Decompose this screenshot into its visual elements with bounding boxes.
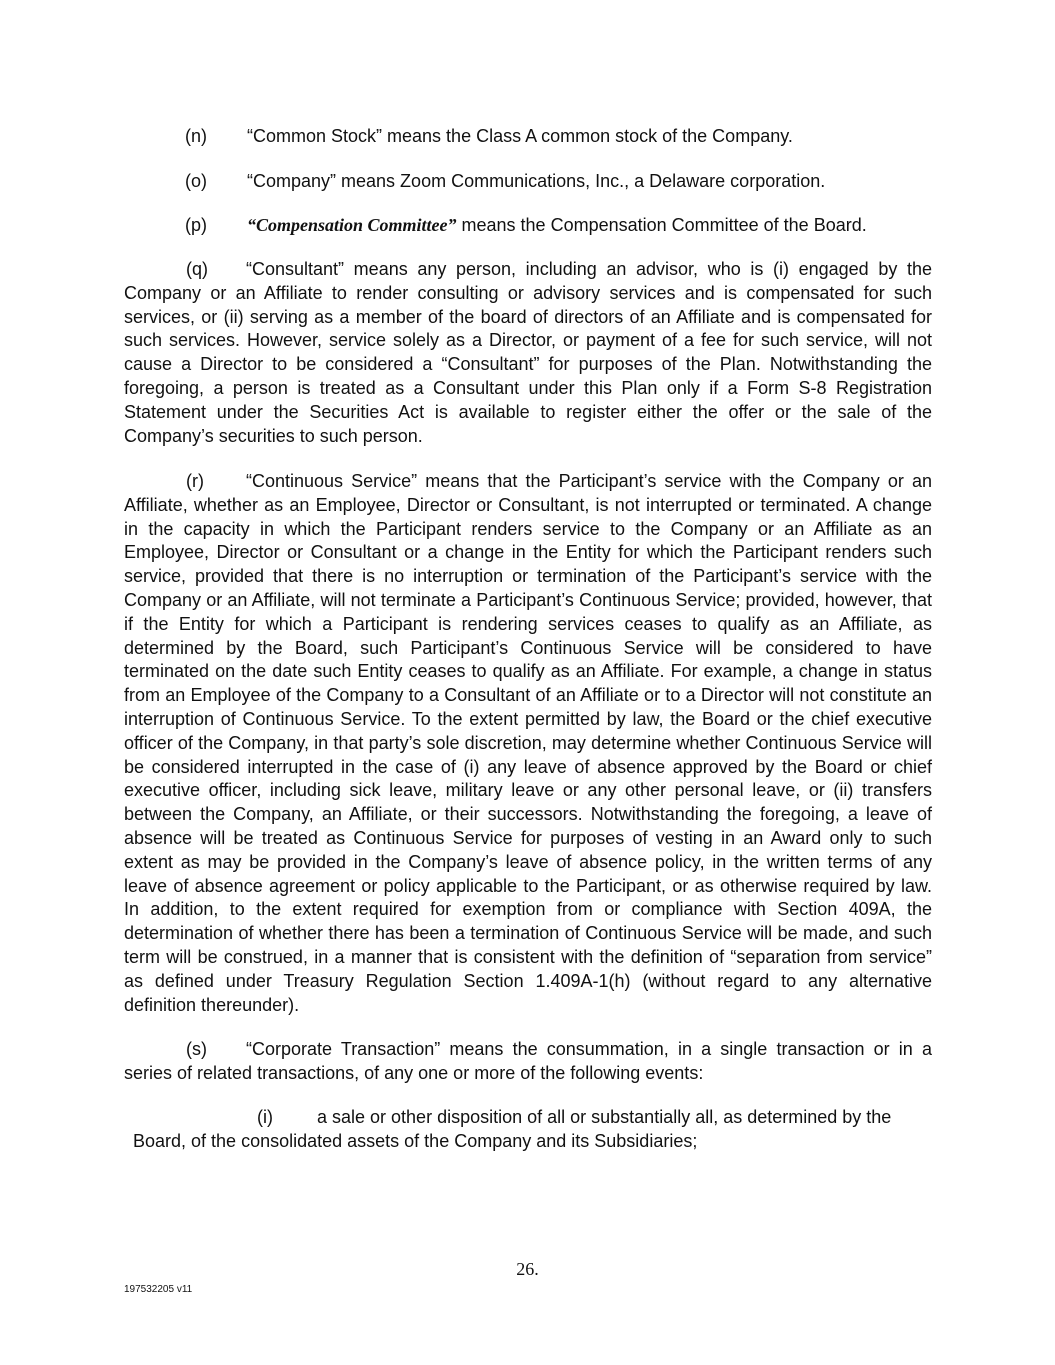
definition-p: [185, 214, 867, 236]
definition-q-label: (q): [186, 259, 208, 279]
definition-s-label: (s): [186, 1039, 207, 1059]
definition-o-text: means Zoom Communications, Inc., a Delaware corporation.: [336, 171, 826, 191]
document-id: 197532205 v11: [124, 1284, 193, 1295]
definition-n: [185, 125, 793, 147]
definition-s: [124, 1038, 932, 1086]
definition-r-term: “Continuous Service”: [246, 471, 418, 491]
definition-p-term: “Compensation Committee”: [247, 215, 457, 235]
definition-n-label: (n): [185, 126, 207, 146]
definition-s-term: “Corporate Transaction”: [246, 1039, 441, 1059]
definition-s-i-label: (i): [257, 1107, 273, 1127]
definition-q-text: means any person, including an advisor, who is (i) engaged by the Company or an Affiliate to render consulting or advisory services and is compensated for such services, or (ii) serving as a member of the board of directors of an Affiliate and is compensated for such services. However, service solely as a Director, or payment of a fee for such service, will not cause a Director to be considered a “Consultant” for purposes of the Plan. Notwithstanding the foregoing, a person is treated as a Consultant under this Plan only if a Form S-8 Registration Statement under the Securities Act is available to register either the offer or the sale of the Company’s securities to such person.: [124, 259, 932, 446]
definition-r-label: (r): [186, 471, 204, 491]
definition-q: [124, 258, 932, 448]
definition-o: [185, 170, 825, 192]
definition-s-i: [133, 1105, 933, 1153]
definition-n-term: “Common Stock”: [247, 126, 383, 146]
definition-n-text: means the Class A common stock of the Company.: [382, 126, 793, 146]
definition-p-label: (p): [185, 215, 207, 235]
definition-r: [124, 470, 932, 1017]
definition-r-text: means that the Participant’s service with the Company or an Affiliate, whether as an Employee, Director or Consultant, is not interrupted or terminated. A change in the capacity in which the Participant renders service to the Company or an Affiliate as an Employee, Director or Consultant or a change in the Entity for which the Participant renders such service, provided that there is no interruption or termination of the Participant’s service with the Company or an Affiliate, will not terminate a Participant’s Continuous Service; provided, however, that if the Entity for which a Participant is rendering services ceases to qualify as an Affiliate, as determined by the Board, such Participant’s Continuous Service will be considered to have terminated on the date such Entity ceases to qualify as an Affiliate. For example, a change in status from an Employee of the Company to a Consultant of an Affiliate or to a Director will not constitute an interruption of Continuous Service. To the extent permitted by law, the Board or the chief executive officer of the Company, in that party’s sole discretion, may determine whether Continuous Service will be considered interrupted in the case of (i) any leave of absence approved by the Board or chief executive officer, including sick leave, military leave or any other personal leave, or (ii) transfers between the Company, an Affiliate, or their successors. Notwithstanding the foregoing, a leave of absence will be treated as Continuous Service for purposes of vesting in an Award only to such extent as may be provided in the Company’s leave of absence policy, in the written terms of any leave of absence agreement or policy applicable to the Participant, or as otherwise required by law. In addition, to the extent required for exemption from or compliance with Section 409A, the determination of whether there has been a termination of Continuous Service will be made, and such term will be construed, in a manner that is consistent with the definition of “separation from service” as defined under Treasury Regulation Section 1.409A-1(h) (without regard to any alternative definition thereunder).: [124, 471, 932, 1015]
definition-p-text: means the Compensation Committee of the Board.: [456, 215, 867, 235]
definition-o-term: “Company”: [247, 171, 337, 191]
definition-o-label: (o): [185, 171, 207, 191]
definition-q-term: “Consultant”: [246, 259, 345, 279]
definition-s-i-text: a sale or other disposition of all or substantially all, as determined by the Board, of the consolidated assets of the Company and its Subsidiaries;: [133, 1107, 892, 1151]
page-number: 26.: [516, 1259, 539, 1279]
definition-s-text: means the consummation, in a single transaction or in a series of related transactions, of any one or more of the following events:: [124, 1039, 932, 1083]
